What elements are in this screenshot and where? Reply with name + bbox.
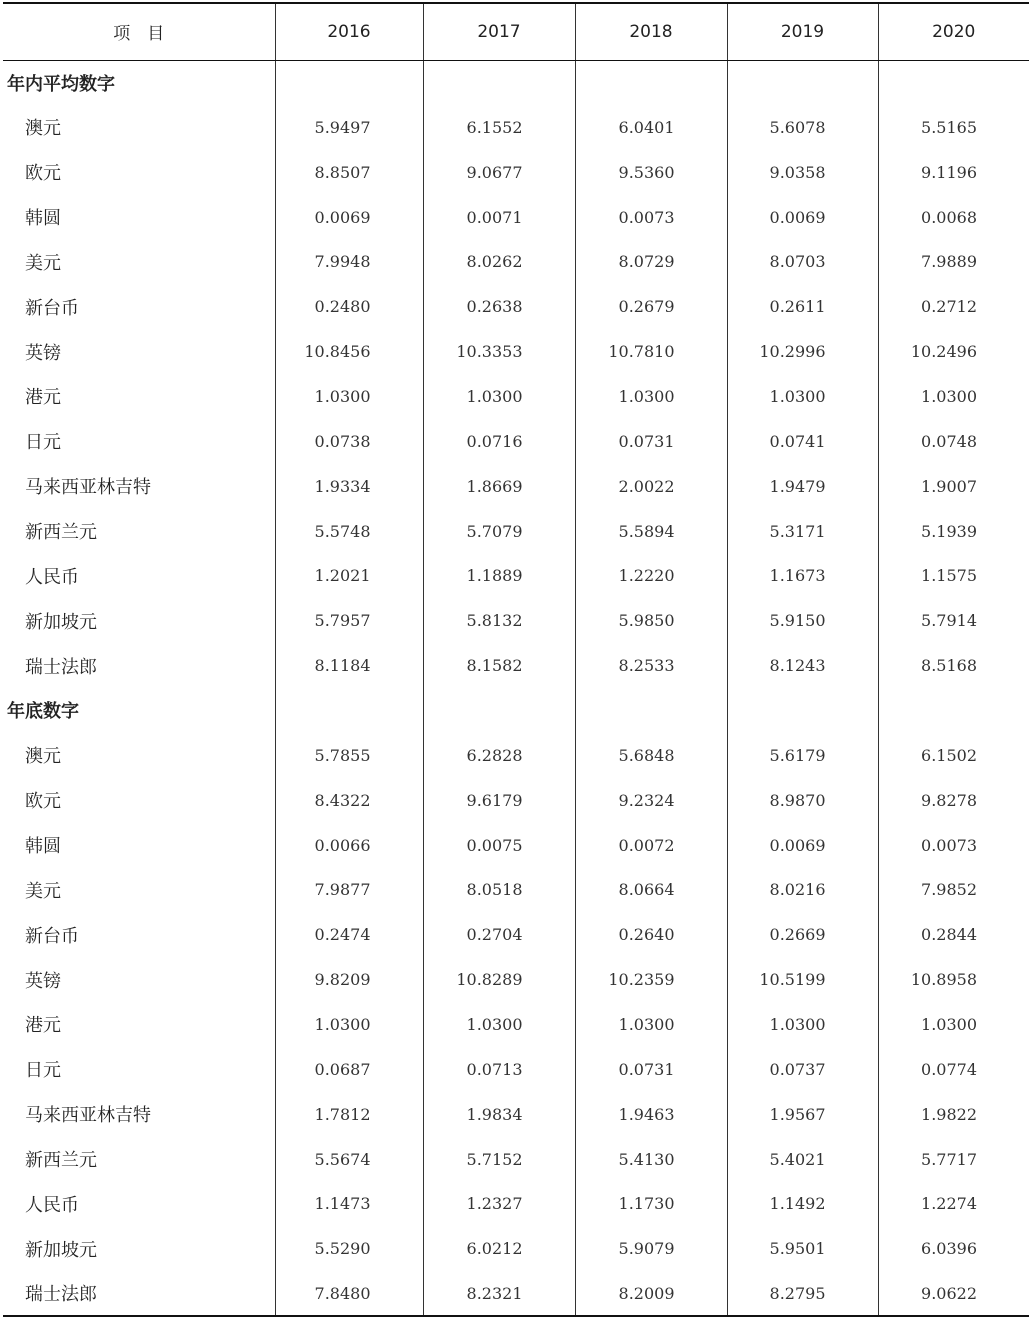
table-row [3,778,1029,823]
rate-cell: 1.9567 [727,1092,878,1137]
rate-cell: 0.0731 [575,1047,727,1092]
empty-cell [727,688,878,733]
section-title: 年底数字 [7,701,79,723]
currency-label: 美元 [25,880,61,902]
empty-cell [275,60,423,105]
rate-cell: 2.0022 [575,464,727,509]
rate-cell: 5.9497 [275,105,423,150]
table-row [3,1271,1029,1316]
empty-cell [423,60,575,105]
rate-cell: 1.9007 [878,464,1029,509]
header-row [3,3,1029,60]
rate-cell: 5.4130 [575,1137,727,1182]
rate-cell: 8.0518 [423,867,575,912]
rate-cell: 1.0300 [423,1002,575,1047]
rate-cell: 9.6179 [423,778,575,823]
rate-cell: 1.1730 [575,1181,727,1226]
currency-label: 新西兰元 [25,522,97,544]
rate-cell: 5.7717 [878,1137,1029,1182]
header-year: 2017 [423,3,575,60]
table-row [3,509,1029,554]
rate-cell: 5.9850 [575,598,727,643]
currency-label: 新加坡元 [25,1239,97,1261]
header-year: 2019 [727,3,878,60]
table-row [3,957,1029,1002]
rate-cell: 1.8669 [423,464,575,509]
rate-cell: 5.5748 [275,509,423,554]
table-row [3,105,1029,150]
rate-cell: 1.0300 [423,374,575,419]
rate-cell: 8.9870 [727,778,878,823]
rate-cell: 6.0396 [878,1226,1029,1271]
rate-cell: 0.0073 [575,195,727,240]
table-row [3,419,1029,464]
rate-cell: 8.0729 [575,239,727,284]
rate-cell: 10.8958 [878,957,1029,1002]
rate-cell: 10.7810 [575,329,727,374]
rate-cell: 0.0068 [878,195,1029,240]
rate-cell: 0.0066 [275,823,423,868]
rate-cell: 1.2021 [275,553,423,598]
rate-cell: 1.0300 [275,374,423,419]
table-row [3,733,1029,778]
rate-cell: 1.1889 [423,553,575,598]
rate-cell: 1.9479 [727,464,878,509]
rate-cell: 5.5674 [275,1137,423,1182]
rate-cell: 0.0731 [575,419,727,464]
table-row [3,912,1029,957]
rate-cell: 0.0069 [275,195,423,240]
currency-label: 日元 [25,432,61,454]
rate-cell: 5.4021 [727,1137,878,1182]
rate-cell: 1.2220 [575,553,727,598]
rate-cell: 5.7855 [275,733,423,778]
rate-cell: 1.0300 [575,1002,727,1047]
table-row [3,643,1029,688]
rate-cell: 1.1492 [727,1181,878,1226]
table-row [3,1226,1029,1271]
empty-cell [878,688,1029,733]
table-row [3,195,1029,240]
rate-cell: 1.9334 [275,464,423,509]
rate-cell: 9.2324 [575,778,727,823]
rate-cell: 1.0300 [727,374,878,419]
rate-cell: 6.1552 [423,105,575,150]
rate-cell: 7.9889 [878,239,1029,284]
exchange-rate-table-container [3,2,1029,1317]
rate-cell: 5.6848 [575,733,727,778]
rate-cell: 1.9463 [575,1092,727,1137]
currency-label: 欧元 [25,163,61,185]
rate-cell: 5.3171 [727,509,878,554]
rate-cell: 5.5894 [575,509,727,554]
table-row [3,1137,1029,1182]
section-row [3,60,1029,105]
rate-cell: 1.7812 [275,1092,423,1137]
rate-cell: 8.2533 [575,643,727,688]
empty-cell [878,60,1029,105]
empty-cell [727,60,878,105]
empty-cell [423,688,575,733]
currency-label: 美元 [25,252,61,274]
table-row [3,823,1029,868]
rate-cell: 1.1575 [878,553,1029,598]
section-row [3,688,1029,733]
rate-cell: 0.0075 [423,823,575,868]
currency-label: 韩圆 [25,836,61,858]
currency-label: 日元 [25,1060,61,1082]
rate-cell: 8.0262 [423,239,575,284]
header-item: 项 目 [3,3,275,60]
rate-cell: 0.2474 [275,912,423,957]
currency-label: 澳元 [25,746,61,768]
header-year: 2016 [275,3,423,60]
currency-label: 欧元 [25,791,61,813]
currency-label: 港元 [25,387,61,409]
currency-label: 新加坡元 [25,611,97,633]
rate-cell: 8.2321 [423,1271,575,1316]
rate-cell: 8.4322 [275,778,423,823]
empty-cell [275,688,423,733]
rate-cell: 1.0300 [275,1002,423,1047]
rate-cell: 5.5165 [878,105,1029,150]
rate-cell: 5.5290 [275,1226,423,1271]
empty-cell [575,60,727,105]
rate-cell: 10.5199 [727,957,878,1002]
rate-cell: 0.0748 [878,419,1029,464]
rate-cell: 1.9822 [878,1092,1029,1137]
rate-cell: 8.0664 [575,867,727,912]
rate-cell: 0.0072 [575,823,727,868]
rate-cell: 6.0401 [575,105,727,150]
rate-cell: 0.0774 [878,1047,1029,1092]
header-year: 2018 [575,3,727,60]
rate-cell: 8.5168 [878,643,1029,688]
rate-cell: 5.6179 [727,733,878,778]
rate-cell: 5.7152 [423,1137,575,1182]
rate-cell: 0.0737 [727,1047,878,1092]
table-row [3,1002,1029,1047]
rate-cell: 1.1673 [727,553,878,598]
rate-cell: 1.0300 [878,374,1029,419]
rate-cell: 9.8209 [275,957,423,1002]
rate-cell: 5.7914 [878,598,1029,643]
rate-cell: 8.8507 [275,150,423,195]
table-row [3,374,1029,419]
table-row [3,1047,1029,1092]
rate-cell: 10.8289 [423,957,575,1002]
rate-cell: 6.2828 [423,733,575,778]
rate-cell: 0.0069 [727,195,878,240]
rate-cell: 10.8456 [275,329,423,374]
rate-cell: 5.9150 [727,598,878,643]
rate-cell: 5.8132 [423,598,575,643]
rate-cell: 8.2795 [727,1271,878,1316]
table-row [3,553,1029,598]
currency-label: 马来西亚林吉特 [25,1105,151,1127]
rate-cell: 0.2669 [727,912,878,957]
rate-cell: 0.2679 [575,284,727,329]
rate-cell: 9.1196 [878,150,1029,195]
rate-cell: 0.0713 [423,1047,575,1092]
currency-label: 瑞士法郎 [3,1271,275,1316]
table-row [3,598,1029,643]
rate-cell: 8.2009 [575,1271,727,1316]
rate-cell: 1.0300 [727,1002,878,1047]
table-body [3,60,1029,1316]
section-title: 年内平均数字 [7,73,115,95]
table-row [3,150,1029,195]
rate-cell: 1.2327 [423,1181,575,1226]
rate-cell: 7.9852 [878,867,1029,912]
rate-cell: 1.2274 [878,1181,1029,1226]
rate-cell: 0.2611 [727,284,878,329]
table-row [3,1092,1029,1137]
table-row [3,239,1029,284]
rate-cell: 8.1243 [727,643,878,688]
header-year: 2020 [878,3,1029,60]
rate-cell: 6.0212 [423,1226,575,1271]
rate-cell: 0.0738 [275,419,423,464]
rate-cell: 9.0677 [423,150,575,195]
currency-label: 英镑 [25,342,61,364]
exchange-rate-table [3,2,1029,1317]
table-row [3,464,1029,509]
rate-cell: 10.3353 [423,329,575,374]
rate-cell: 5.7957 [275,598,423,643]
rate-cell: 8.0703 [727,239,878,284]
table-row [3,867,1029,912]
rate-cell: 9.0622 [878,1271,1029,1316]
currency-label: 港元 [25,1015,61,1037]
rate-cell: 9.0358 [727,150,878,195]
rate-cell: 5.6078 [727,105,878,150]
currency-label: 新台币 [25,297,79,319]
rate-cell: 8.0216 [727,867,878,912]
currency-label: 英镑 [25,970,61,992]
rate-cell: 9.5360 [575,150,727,195]
rate-cell: 0.0716 [423,419,575,464]
table-row [3,284,1029,329]
table-row [3,1181,1029,1226]
rate-cell: 6.1502 [878,733,1029,778]
rate-cell: 5.9079 [575,1226,727,1271]
rate-cell: 1.1473 [275,1181,423,1226]
rate-cell: 7.9948 [275,239,423,284]
currency-label: 新台币 [25,925,79,947]
rate-cell: 5.7079 [423,509,575,554]
rate-cell: 1.0300 [878,1002,1029,1047]
rate-cell: 10.2996 [727,329,878,374]
rate-cell: 10.2359 [575,957,727,1002]
rate-cell: 5.1939 [878,509,1029,554]
rate-cell: 10.2496 [878,329,1029,374]
table-row [3,329,1029,374]
rate-cell: 5.9501 [727,1226,878,1271]
rate-cell: 9.8278 [878,778,1029,823]
rate-cell: 0.0741 [727,419,878,464]
currency-label: 人民币 [25,1194,79,1216]
rate-cell: 0.2844 [878,912,1029,957]
empty-cell [575,688,727,733]
currency-label: 澳元 [25,118,61,140]
rate-cell: 8.1582 [423,643,575,688]
rate-cell: 1.9834 [423,1092,575,1137]
rate-cell: 0.2640 [575,912,727,957]
rate-cell: 0.0071 [423,195,575,240]
rate-cell: 0.2638 [423,284,575,329]
rate-cell: 0.2712 [878,284,1029,329]
rate-cell: 0.0687 [275,1047,423,1092]
currency-label: 马来西亚林吉特 [25,477,151,499]
rate-cell: 0.0069 [727,823,878,868]
currency-label: 瑞士法郎 [25,656,97,678]
rate-cell: 0.2704 [423,912,575,957]
rate-cell: 7.8480 [275,1271,423,1316]
rate-cell: 7.9877 [275,867,423,912]
rate-cell: 0.2480 [275,284,423,329]
rate-cell: 1.0300 [575,374,727,419]
rate-cell: 8.1184 [275,643,423,688]
currency-label: 韩圆 [25,208,61,229]
currency-label: 新西兰元 [25,1150,97,1172]
rate-cell: 0.0073 [878,823,1029,868]
currency-label: 人民币 [25,566,79,588]
